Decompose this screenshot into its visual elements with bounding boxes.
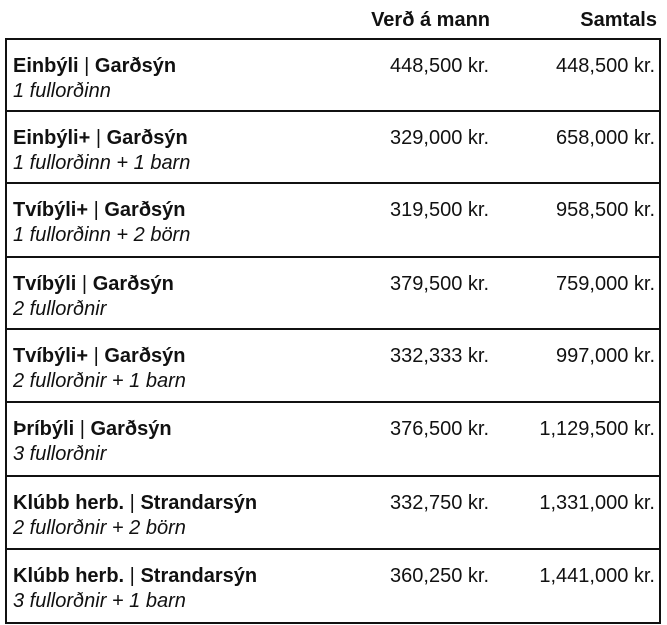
separator: | bbox=[84, 55, 90, 77]
room-label bbox=[13, 54, 176, 78]
total-price: 448,500 kr. bbox=[556, 55, 655, 77]
table-row bbox=[5, 184, 661, 258]
room-label bbox=[13, 417, 172, 441]
occupancy: 2 fullorðnir + 2 börn bbox=[13, 516, 186, 539]
total-price: 1,441,000 kr. bbox=[539, 565, 655, 587]
separator: | bbox=[93, 344, 99, 367]
total-price: 997,000 kr. bbox=[556, 344, 655, 367]
price-per-person: 379,500 kr. bbox=[390, 272, 489, 295]
table-row bbox=[5, 112, 661, 184]
room-view: Garðsýn bbox=[104, 199, 186, 221]
occupancy: 3 fullorðnir bbox=[13, 443, 107, 465]
room-label bbox=[13, 198, 186, 222]
occupancy: 2 fullorðnir bbox=[13, 297, 107, 320]
table-row bbox=[5, 40, 661, 112]
room-view: Garðsýn bbox=[104, 344, 186, 367]
occupancy: 2 fullorðnir + 1 barn bbox=[13, 369, 186, 392]
total-price: 958,500 kr. bbox=[556, 199, 655, 221]
header-total: Samtals bbox=[580, 9, 657, 31]
table-header bbox=[0, 0, 667, 38]
room-view: Strandarsýn bbox=[140, 491, 258, 514]
room-type: Einbýli bbox=[13, 55, 79, 77]
occupancy: 1 fullorðinn + 2 börn bbox=[13, 224, 191, 246]
room-label bbox=[13, 344, 186, 368]
table-row bbox=[5, 258, 661, 330]
room-label bbox=[13, 564, 257, 588]
total-price: 1,331,000 kr. bbox=[539, 491, 655, 514]
price-table bbox=[5, 38, 661, 624]
room-view: Garðsýn bbox=[90, 418, 172, 440]
price-per-person: 329,000 kr. bbox=[390, 127, 489, 149]
separator: | bbox=[79, 418, 85, 440]
table-row bbox=[5, 550, 661, 624]
separator: | bbox=[81, 272, 88, 295]
price-per-person: 332,333 kr. bbox=[390, 344, 489, 367]
total-price: 1,129,500 kr. bbox=[539, 418, 655, 440]
total-price: 759,000 kr. bbox=[556, 272, 655, 295]
room-type: Einbýli+ bbox=[13, 127, 91, 149]
separator: | bbox=[129, 565, 135, 587]
total-price: 658,000 kr. bbox=[556, 127, 655, 149]
room-view: Garðsýn bbox=[92, 272, 174, 295]
separator: | bbox=[93, 199, 99, 221]
price-per-person: 376,500 kr. bbox=[390, 418, 489, 440]
room-type: Tvíbýli+ bbox=[13, 344, 89, 367]
room-label bbox=[13, 126, 188, 150]
separator: | bbox=[95, 127, 102, 149]
room-label bbox=[13, 272, 174, 296]
room-type: Tvíbýli+ bbox=[13, 199, 89, 221]
price-per-person: 332,750 kr. bbox=[390, 491, 489, 514]
occupancy: 1 fullorðinn bbox=[13, 80, 111, 102]
room-label bbox=[13, 491, 257, 515]
price-per-person: 448,500 kr. bbox=[390, 55, 489, 77]
room-view: Strandarsýn bbox=[140, 565, 258, 587]
room-view: Garðsýn bbox=[94, 55, 177, 77]
header-price-per-person: Verð á mann bbox=[371, 9, 490, 31]
room-type: Klúbb herb. bbox=[13, 565, 125, 587]
occupancy: 1 fullorðinn + 1 barn bbox=[13, 152, 191, 174]
table-row bbox=[5, 330, 661, 404]
separator: | bbox=[129, 491, 135, 514]
occupancy: 3 fullorðnir + 1 barn bbox=[13, 590, 186, 612]
room-type: Klúbb herb. bbox=[13, 491, 125, 514]
price-per-person: 319,500 kr. bbox=[390, 199, 489, 221]
price-per-person: 360,250 kr. bbox=[390, 565, 489, 587]
room-type: Þríbýli bbox=[13, 418, 75, 440]
table-row bbox=[5, 477, 661, 551]
room-view: Garðsýn bbox=[106, 127, 188, 149]
table-row bbox=[5, 403, 661, 477]
room-type: Tvíbýli bbox=[13, 272, 77, 295]
